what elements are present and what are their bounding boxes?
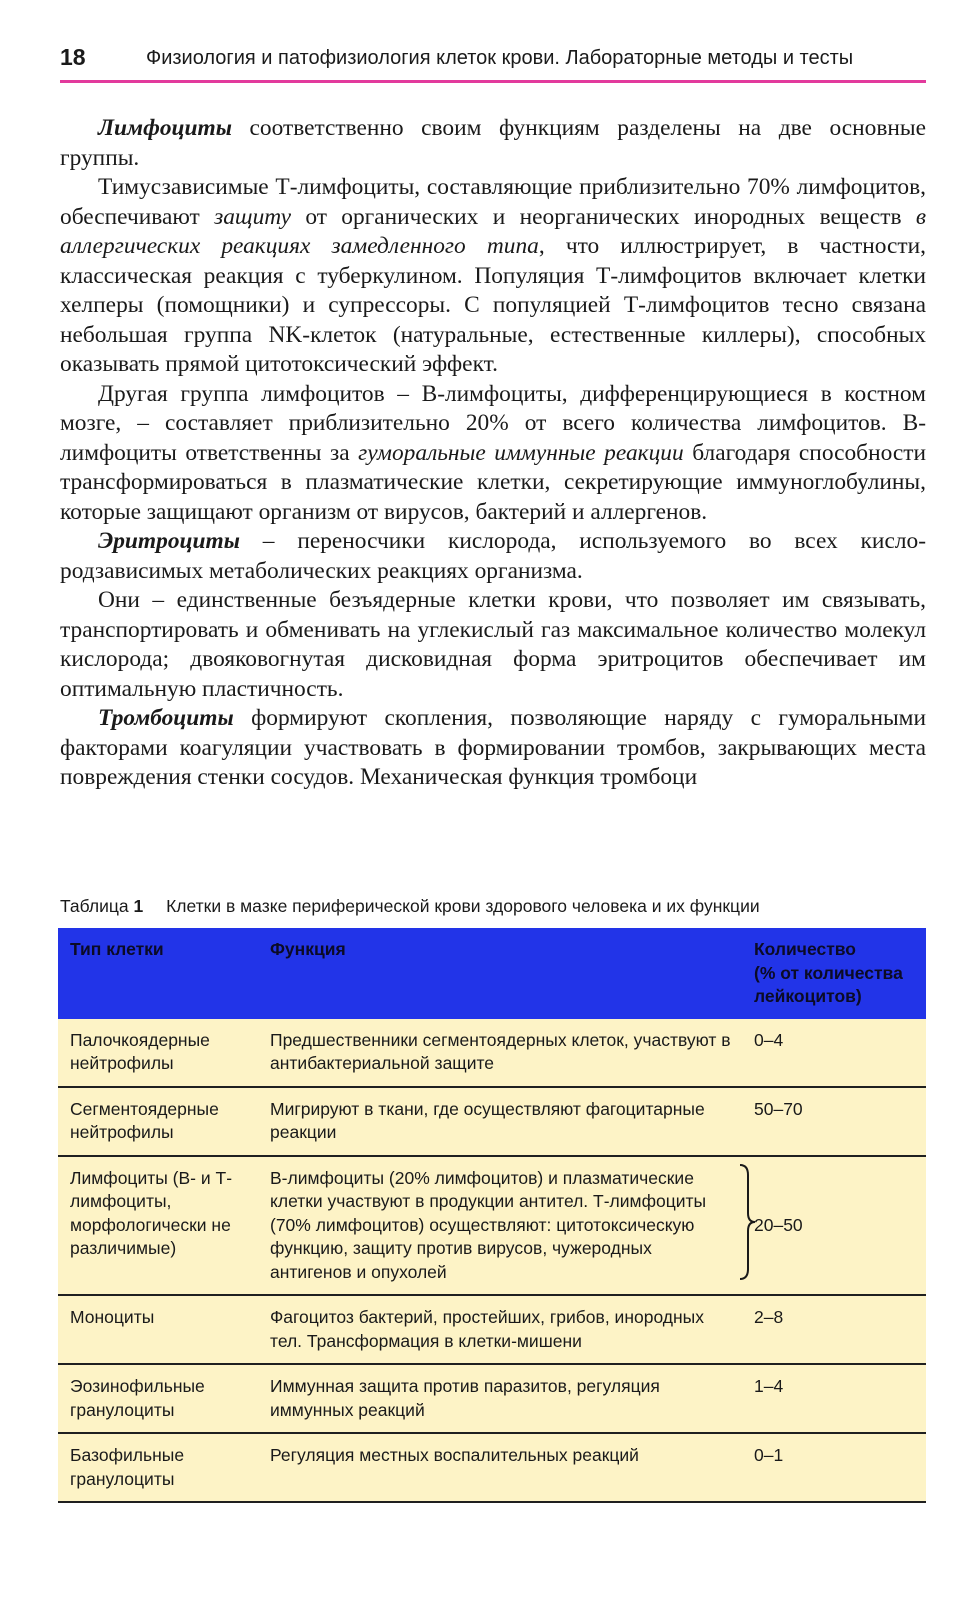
cell-type: Палочкоядерные нейтрофилы xyxy=(58,1019,258,1087)
paragraph-text: соответственно своим функциям разделены на две основные группы. xyxy=(60,115,926,171)
header-quantity-note: (% от количества лейкоцитов) xyxy=(754,962,903,1006)
term-thrombocytes: Тромбоциты xyxy=(98,705,234,731)
body-text xyxy=(60,114,926,793)
page-number: 18 xyxy=(60,44,86,70)
cell-function: Регуляция местных воспалительных реакций xyxy=(258,1433,742,1502)
cell-function-text: В-лимфоциты (20% лимфоцитов) и плазматические клетки участвуют в продукции антител. Т-лимфоциты (70% лимфоцитов) осуществляют: цитотоксическую функцию, защиту против вирусов, чужеродных антигенов и опухолей xyxy=(270,1167,707,1282)
cell-function xyxy=(258,1156,742,1296)
header-rule xyxy=(60,80,926,83)
paragraph-thrombocytes xyxy=(60,704,926,793)
paragraph-erythrocytes-function xyxy=(60,586,926,704)
cell-function: Фагоцитоз бактерий, простейших, грибов, инородных тел. Трансформация в клетки-мишени xyxy=(258,1295,742,1364)
table-caption-text: Клетки в мазке периферической крови здорового человека и их функции xyxy=(166,896,760,916)
paragraph-text: Тимусзависимые Т-лимфоциты, составляющие приблизительно 70% лимфоцитов, обеспечивают xyxy=(60,174,926,230)
table-caption-number: 1 xyxy=(133,896,144,916)
table-row xyxy=(58,1019,926,1087)
cell-quantity: 0–1 xyxy=(742,1433,926,1502)
italic-phrase: защиту xyxy=(214,203,291,230)
table-header-row xyxy=(58,928,926,1019)
table-row xyxy=(58,1087,926,1156)
paragraph-erythrocytes xyxy=(60,527,926,586)
cell-type: Моноциты xyxy=(58,1295,258,1364)
cell-type: Сегментоядерные нейтрофилы xyxy=(58,1087,258,1156)
cell-type: Эозинофильные гранулоциты xyxy=(58,1364,258,1433)
header-quantity xyxy=(742,928,926,1019)
paragraph-text: благодаря способности трансформироваться в плазматические клетки, секретирующие иммуноглобулины, которые защищают организм от вирусов, бактерий и аллергенов. xyxy=(60,439,926,525)
paragraph-text: , что иллюстрирует, в частности, классическая реакция с туберкулином. Популяция Т-лимфоцитов включает клетки хелперы (помощники) и супрессоры. С популяцией Т-лимфоцитов тесно связана небольшая группа NK-клеток (натуральные, естественные киллеры), способных оказывать прямой цитотоксический эффект. xyxy=(60,233,927,377)
paragraph-t-lymphocytes xyxy=(60,173,926,380)
cell-quantity: 2–8 xyxy=(742,1295,926,1364)
header-cell-type: Тип клетки xyxy=(58,928,258,1019)
table-caption xyxy=(60,896,926,917)
table-caption-label: Таблица xyxy=(60,896,129,916)
cell-function: Иммунная защита против паразитов, регуляция иммунных реакций xyxy=(258,1364,742,1433)
paragraph-text: – переносчики кислорода, используемого во всех кислородзависимых метаболических реакциях организма. xyxy=(60,528,926,584)
italic-phrase: гуморальные иммунные реакции xyxy=(358,439,684,466)
cell-quantity: 0–4 xyxy=(742,1019,926,1087)
term-erythrocytes: Эритроциты xyxy=(98,528,240,554)
cells-table xyxy=(58,928,926,1503)
header-function: Функция xyxy=(258,928,742,1019)
cell-quantity: 50–70 xyxy=(742,1087,926,1156)
paragraph-text: формируют скопления, позволяющие наряду с гуморальными факторами коагуляции участвовать в формировании тромбов, закрывающих места повреждения стенки сосудов. Механическая функция тромбоци xyxy=(60,705,926,790)
cell-quantity: 1–4 xyxy=(742,1364,926,1433)
italic-phrase: в аллергических реакциях замедленного типа xyxy=(60,203,926,259)
table-row xyxy=(58,1364,926,1433)
term-lymphocytes: Лимфоциты xyxy=(98,115,232,141)
cell-type: Базофильные гранулоциты xyxy=(58,1433,258,1502)
brace-icon xyxy=(738,1163,756,1281)
header-quantity-title: Количество xyxy=(754,939,856,959)
table-row xyxy=(58,1156,926,1296)
paragraph-text: Они – единственные безъядерные клетки крови, что позволяет им связывать, транспортировать и обменивать на углекислый газ максимальное количество молекул кислорода; двояковогнутая дисковидная форма эритроцитов обеспечивает им оптимальную пластичность. xyxy=(60,587,926,702)
table-row xyxy=(58,1433,926,1502)
running-title: Физиология и патофизиология клеток крови. Лабораторные методы и тесты xyxy=(146,47,854,69)
paragraph-text: от органических и неорганических инородных веществ xyxy=(290,203,916,230)
page-header xyxy=(60,44,926,94)
paragraph-text: Другая группа лимфоцитов – В-лимфоциты, дифференцирующиеся в костном мозге, – составляет приблизительно 20% от всего количества лимфоцитов. В-лимфоциты ответственны за xyxy=(60,380,926,466)
paragraph-b-lymphocytes xyxy=(60,380,926,528)
cell-function: Предшественники сегментоядерных клеток, участвуют в антибактериальной защите xyxy=(258,1019,742,1087)
cell-function: Мигрируют в ткани, где осуществляют фагоцитарные реакции xyxy=(258,1087,742,1156)
table-row xyxy=(58,1295,926,1364)
cell-type: Лимфоциты (В- и Т-лимфоциты, морфологически не различимые) xyxy=(58,1156,258,1296)
paragraph-lymphocytes xyxy=(60,114,926,173)
cell-quantity: 20–50 xyxy=(742,1156,926,1296)
